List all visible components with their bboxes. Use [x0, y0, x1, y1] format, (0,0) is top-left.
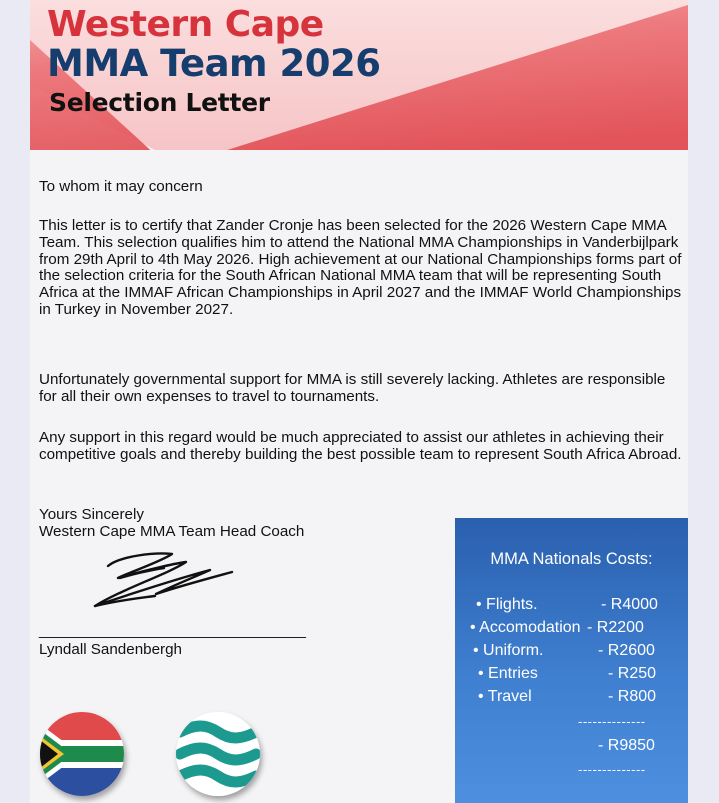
cost-amount: - R2200 [587, 619, 644, 636]
letter-page [30, 0, 688, 803]
costs-divider: -------------- [578, 714, 646, 729]
closing-line-1: Yours Sincerely [39, 506, 144, 523]
paragraph-3: Any support in this regard would be much appreciated to assist our athletes in achieving their competitive goals and thereby building the best possible team to represent South Africa Abroad. [39, 429, 682, 463]
cost-amount: - R4000 [601, 596, 658, 613]
cost-amount: - R2600 [598, 642, 655, 659]
costs-title: MMA Nationals Costs: [490, 550, 653, 568]
subtitle: Selection Letter [49, 88, 270, 117]
wave-logo-icon [176, 712, 260, 796]
title-line-2: MMA Team 2026 [47, 42, 381, 85]
costs-total: - R9850 [598, 737, 655, 754]
greeting: To whom it may concern [39, 178, 203, 195]
closing-line-2: Western Cape MMA Team Head Coach [39, 522, 305, 540]
cost-amount: - R250 [608, 665, 657, 682]
costs-box [455, 518, 688, 803]
cost-label: • Flights. [476, 596, 538, 613]
cost-amount: - R800 [608, 688, 657, 705]
cost-label: • Accomodation [470, 619, 581, 636]
cost-label: • Travel [478, 688, 532, 705]
signature-icon [60, 548, 260, 618]
signature-line: ________________________________ [39, 622, 306, 639]
costs-divider: -------------- [578, 762, 646, 777]
south-africa-flag-logo-icon [40, 712, 124, 796]
cost-label: • Entries [478, 665, 538, 682]
cost-label: • Uniform. [473, 642, 544, 659]
paragraph-2: Unfortunately governmental support for MMA is still severely lacking. Athletes are responsible for all their own expenses to travel to tournaments. [39, 371, 666, 405]
signer-name: Lyndall Sandenbergh [39, 641, 182, 658]
paragraph-1: This letter is to certify that Zander Cronje has been selected for the 2026 Western Cape MMA Team. This selection qualifies him to attend the National MMA Championships in Vanderbijlpark from 29th April to 4th May 2026. High achievement at our National Championships forms part of the selection criteria for the South African National MMA team that will be representing South Africa at the IMMAF African Championships in April 2027 and the IMMAF World Championships in Turkey in November 2027. [39, 217, 682, 318]
title-line-1: Western Cape [47, 4, 324, 45]
